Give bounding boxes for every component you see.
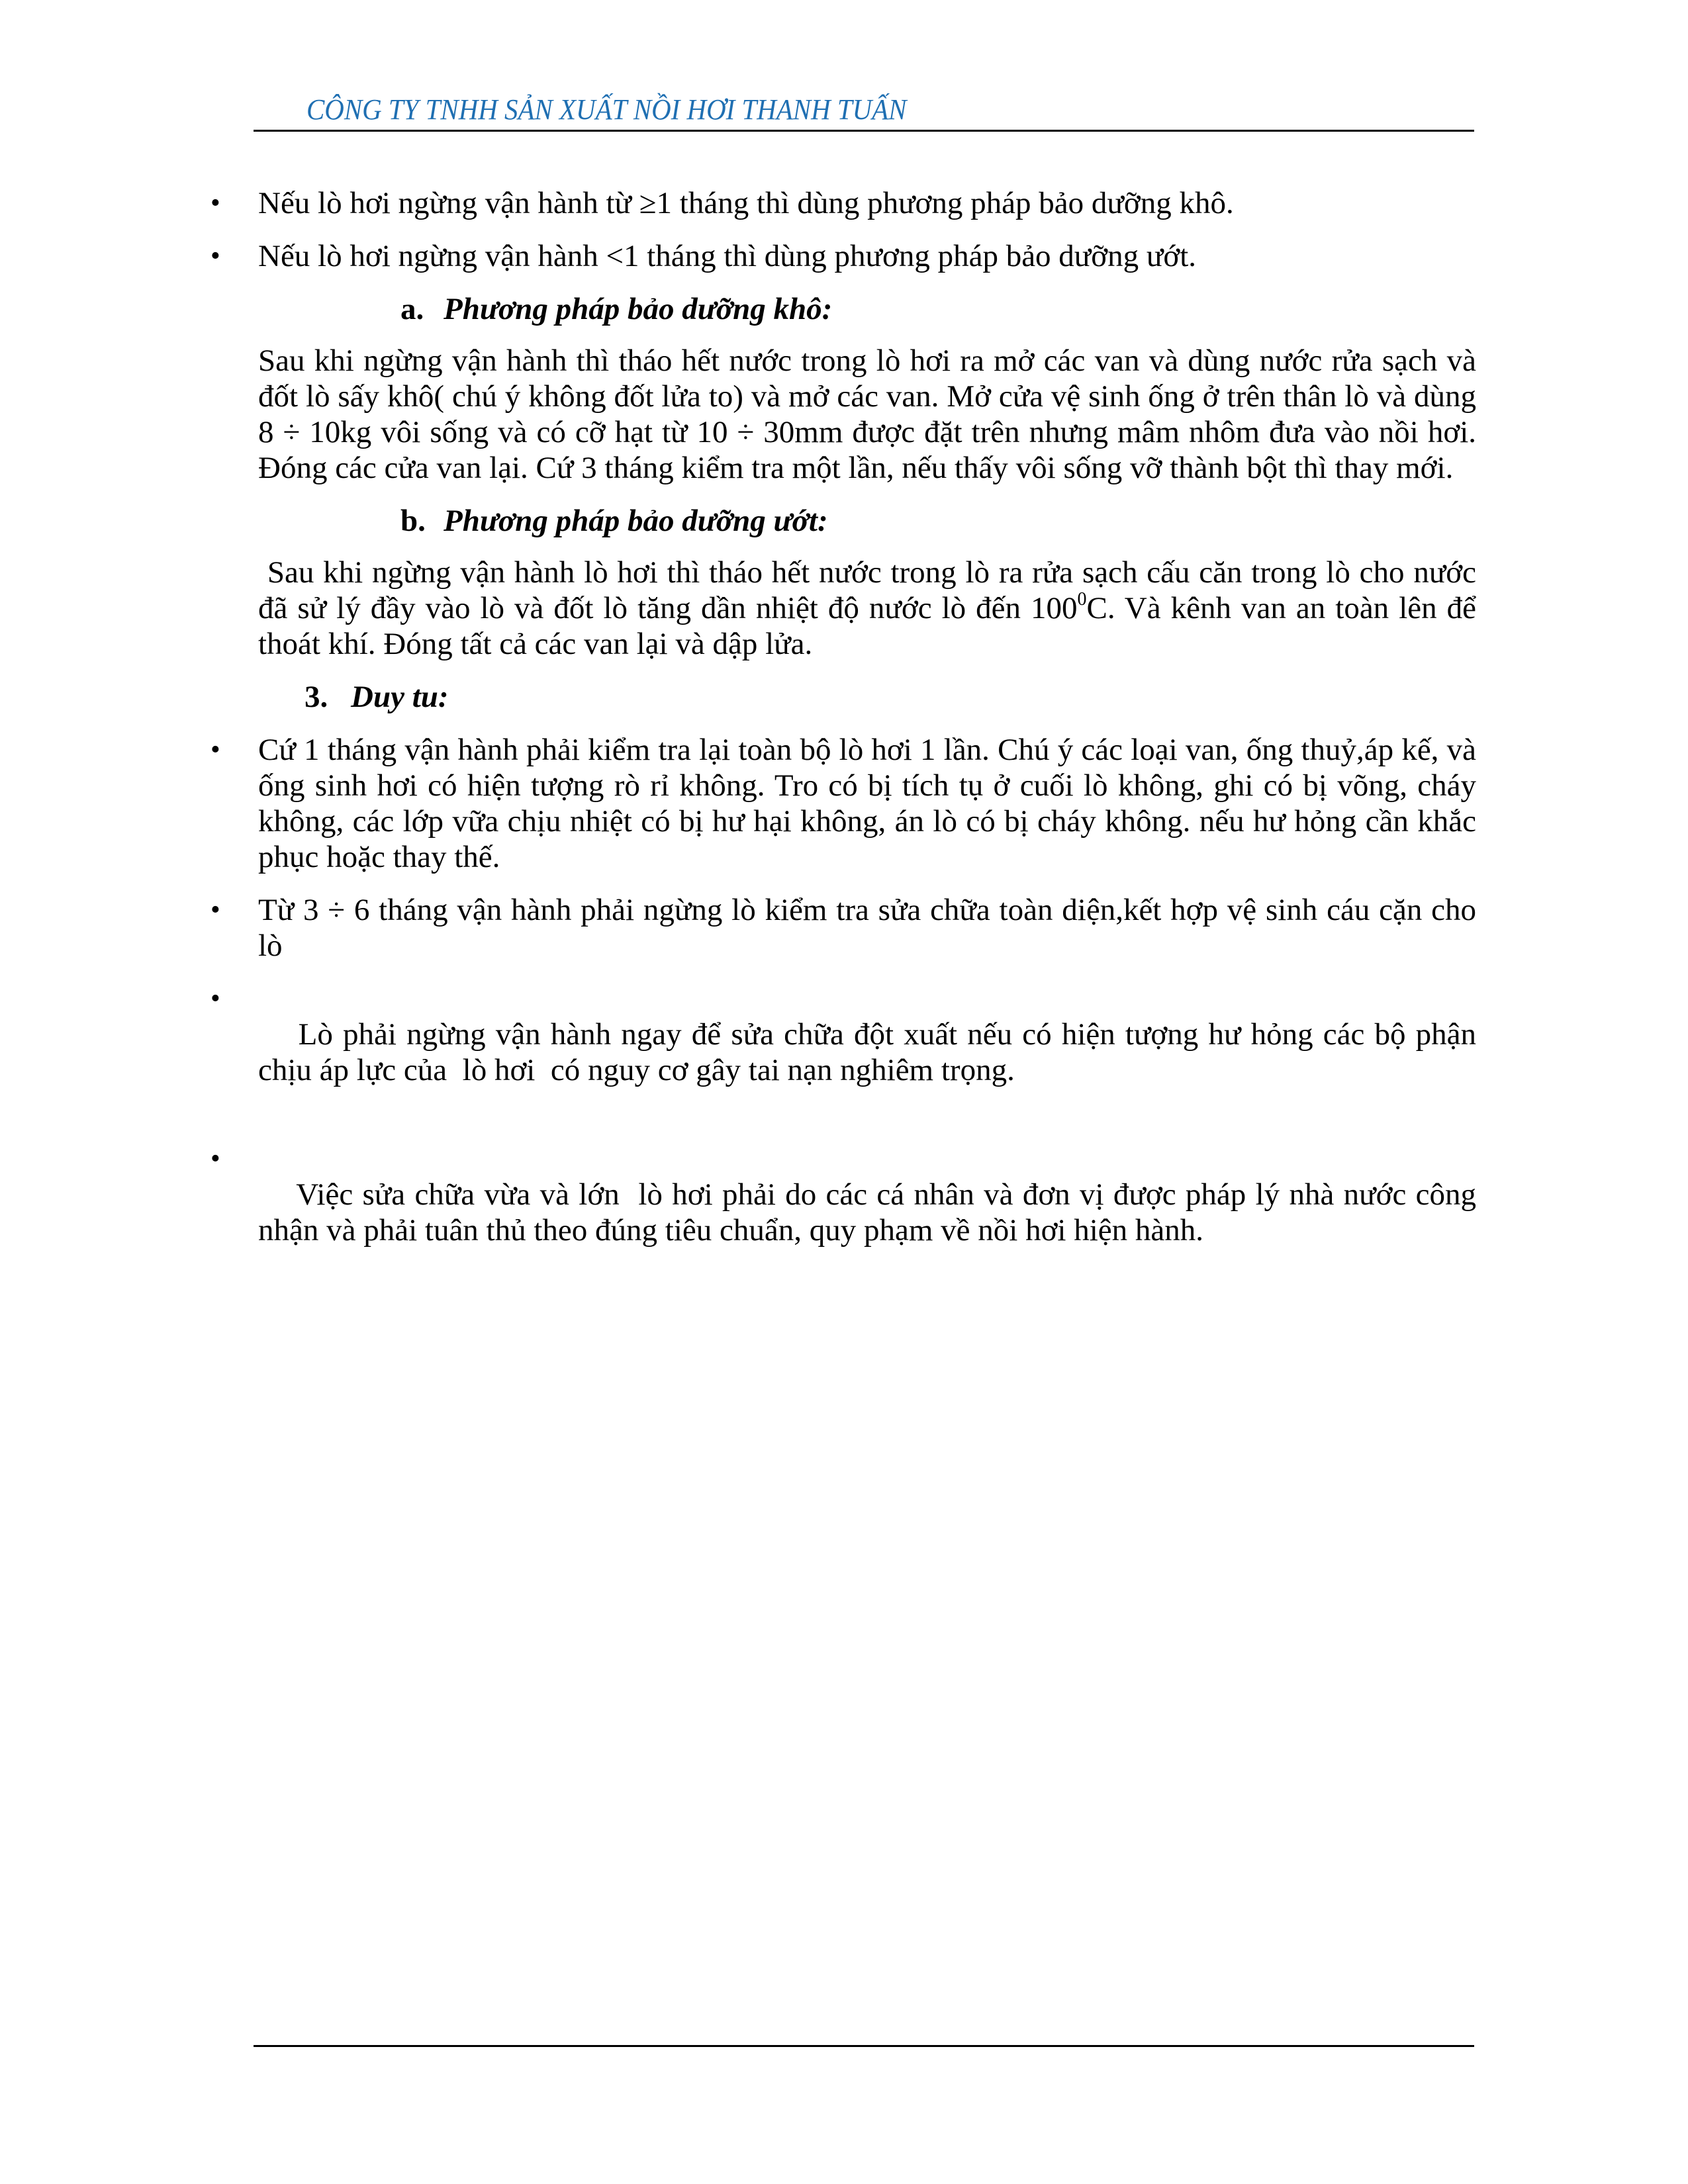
section-a-body: Sau khi ngừng vận hành thì tháo hết nước trong lò hơi ra mở các van và dùng nước rửa sạch và đốt lò sấy khô( chú ý không đốt lửa to) và mở các van. Mở cửa vệ sinh ống ở trên thân lò và dùng 8 ÷ 10kg vôi sống và có cỡ hạt từ 10 ÷ 30mm được đặt trên nhưng mâm nhôm đưa vào nồi hơi. Đóng các cửa van lại. Cứ 3 tháng kiểm tra một lần, nếu thấy vôi sống vỡ thành bột thì thay mới. — [258, 343, 1476, 485]
bullet-text: Từ 3 ÷ 6 tháng vận hành phải ngừng lò kiểm tra sửa chữa toàn diện,kết hợp vệ sinh cáu cặn cho lò — [258, 893, 1476, 963]
bullet-text: Nếu lò hơi ngừng vận hành <1 tháng thì dùng phương pháp bảo dưỡng ướt. — [258, 239, 1197, 273]
section-a-heading — [400, 291, 1476, 327]
bullet-icon: • — [211, 735, 220, 765]
header-rule — [254, 130, 1474, 132]
section-3-number: 3. — [305, 680, 328, 714]
document-body — [199, 185, 1484, 1301]
bullet-text: Cứ 1 tháng vận hành phải kiểm tra lại toàn bộ lò hơi 1 lần. Chú ý các loại van, ống thuỷ,áp kế, và ống sinh hơi có hiện tượng rò rỉ không. Tro có bị tích tụ ở cuối lò không, ghi có bị võng, cháy không, các lớp vữa chịu nhiệt có bị hư hại không, án lò có bị cháy không. nếu hư hỏng cần khắc phục hoặc thay thế. — [258, 733, 1476, 874]
bullet-icon: • — [211, 1144, 220, 1174]
section-3-heading — [305, 679, 1476, 715]
bullet-icon: • — [211, 241, 220, 271]
section-b-letter: b. — [400, 504, 426, 538]
section-b-body — [258, 555, 1484, 662]
section-b-text-1: Sau khi ngừng vận hành lò hơi thì tháo hết nước trong lò ra rửa sạch cấu căn trong lò cho nước đã sử lý đầy vào lò và đốt lò tăng dần nhiệt độ nước lò đến 100 — [258, 555, 1484, 625]
bullet-text: Việc sửa chữa vừa và lớn lò hơi phải do các cá nhân và đơn vị được pháp lý nhà nước công nhận và phải tuân thủ theo đúng tiêu chuẩn, quy phạm về nồi hơi hiện hành. — [258, 1177, 1484, 1248]
bullet-item — [199, 732, 1476, 875]
section-3-title: Duy tu: — [351, 680, 449, 714]
section-a-letter: a. — [400, 292, 424, 326]
bullet-item — [199, 892, 1476, 964]
bullet-text: Nếu lò hơi ngừng vận hành từ ≥1 tháng thì dùng phương pháp bảo dưỡng khô. — [258, 186, 1234, 220]
bullet-icon: • — [211, 895, 220, 925]
bullet-item — [199, 981, 1484, 1124]
section-b-title: Phương pháp bảo dưỡng ướt: — [444, 504, 828, 538]
bullet-item — [199, 1141, 1484, 1284]
bullet-text: Lò phải ngừng vận hành ngay để sửa chữa đột xuất nếu có hiện tượng hư hỏng các bộ phận chịu áp lực của lò hơi có nguy cơ gây tai nạn nghiêm trọng. — [258, 1017, 1484, 1087]
footer-rule — [254, 2045, 1474, 2047]
bullet-icon: • — [211, 188, 220, 218]
section-a-title: Phương pháp bảo dưỡng khô: — [444, 292, 833, 326]
degree-superscript: 0 — [1077, 589, 1087, 610]
section-b-heading — [400, 503, 1476, 539]
section-b-text-2: C. Và kênh van an toàn lên để thoát khí. Đóng tất cả các van lại và dập lửa. — [258, 591, 1484, 661]
bullet-icon: • — [211, 983, 220, 1014]
company-header: CÔNG TY TNHH SẢN XUẤT NỒI HƠI THANH TUẤN — [306, 93, 907, 126]
bullet-item — [199, 185, 1476, 221]
bullet-item — [199, 238, 1476, 274]
